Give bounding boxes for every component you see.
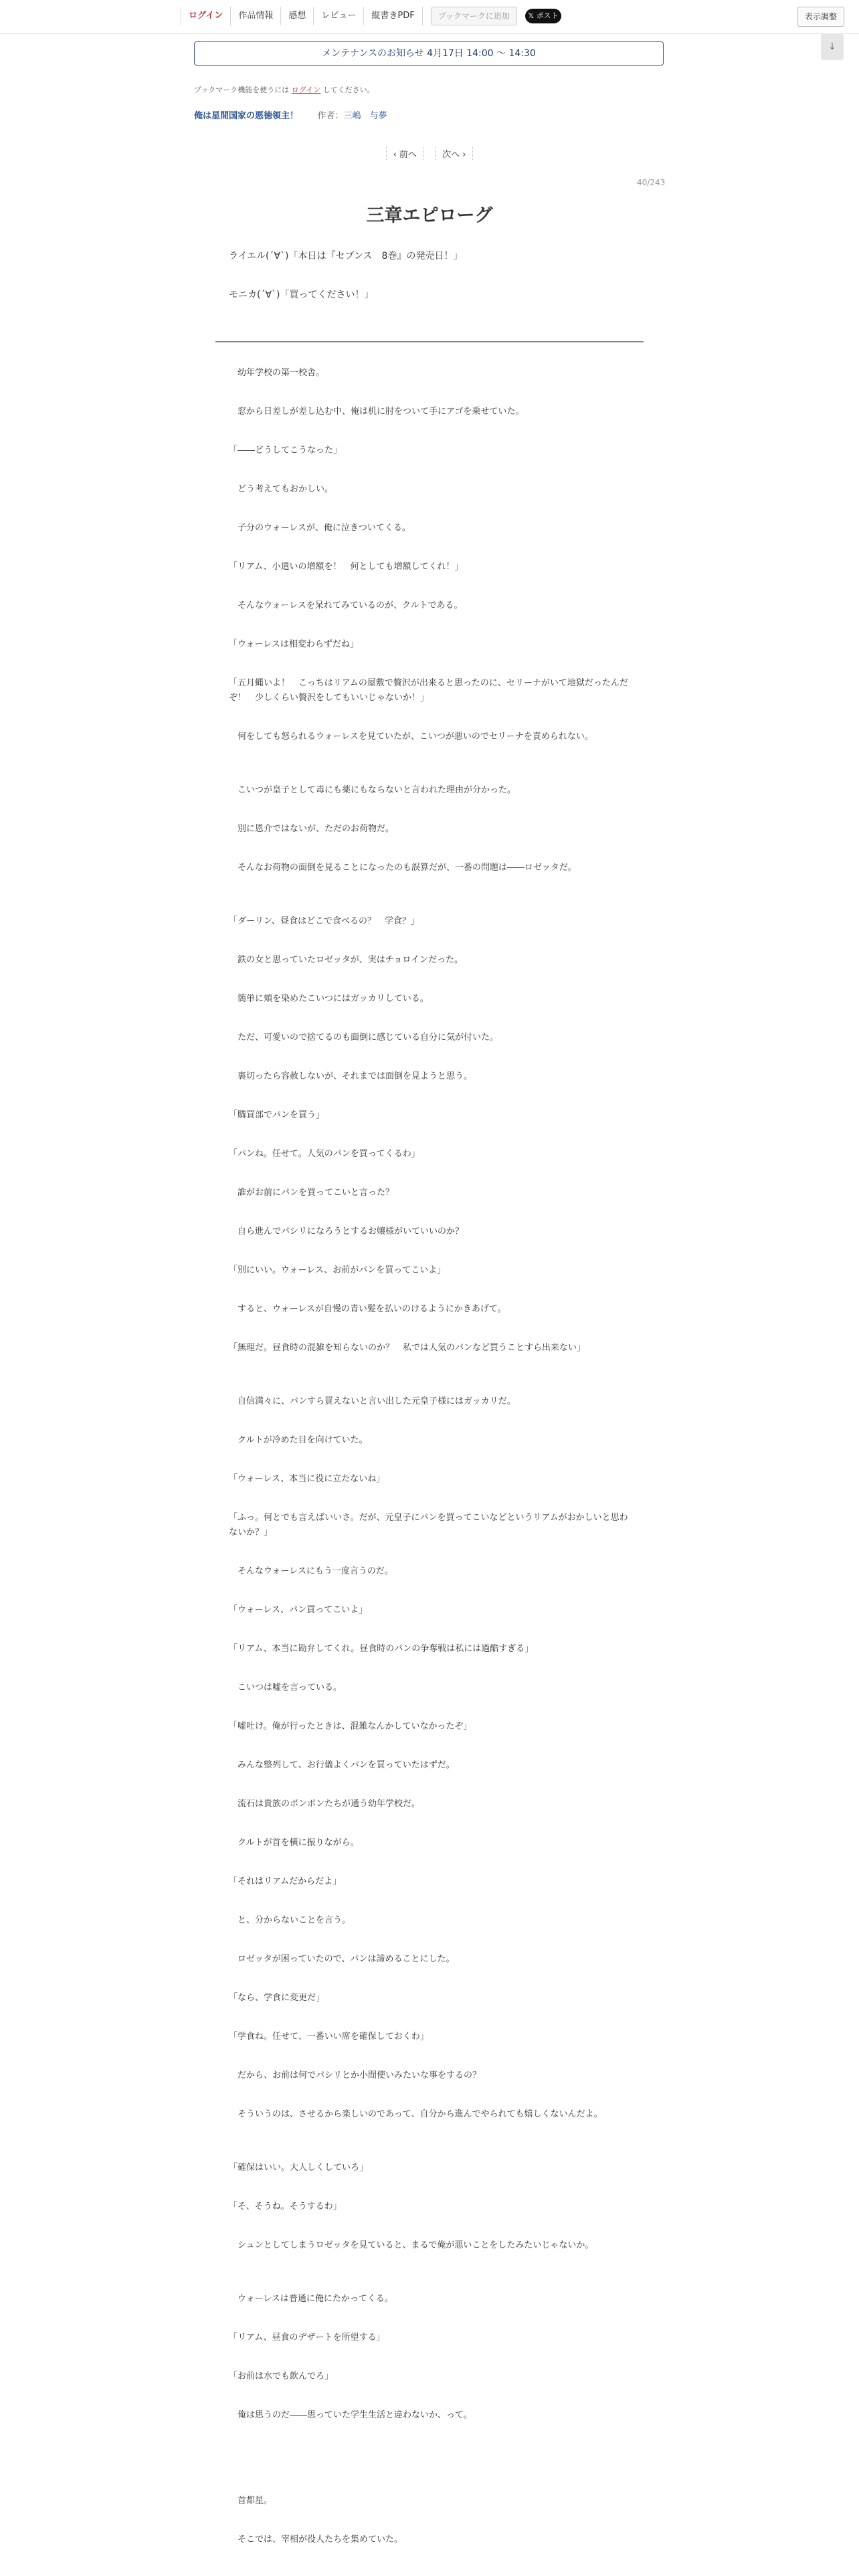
paragraph: そこでは、宰相が役人たちを集めていた。: [229, 2535, 403, 2545]
paragraph: 誰がお前にパンを買ってこいと言った？: [229, 1188, 395, 1198]
review-link[interactable]: レビュー: [313, 7, 363, 25]
author-link[interactable]: 三嶋 与夢: [343, 111, 387, 121]
paragraph: と、分からないことを言う。: [229, 1915, 351, 1925]
paragraph: 「無理だ。昼食時の混雑を知らないのか？ 私では人気のパンなど買うことすら出来ない」: [229, 1343, 586, 1353]
bookmark-note-login-link[interactable]: ログイン: [291, 86, 321, 94]
top-navigation-bar: [0, 0, 859, 34]
paragraph: 「お前は水でも飲んでろ」: [229, 2371, 334, 2381]
paragraph: 裏切ったら容赦しないが、それまでは面倒を見ようと思う。: [229, 1071, 473, 1081]
paragraph: 「ウォーレス、本当に役に立たないね」: [229, 1474, 385, 1484]
impressions-link[interactable]: 感想: [280, 7, 313, 25]
paragraph: ロゼッタが困っていたので、パンは諦めることにした。: [229, 1954, 455, 1964]
scroll-down-icon[interactable]: ↓: [821, 33, 844, 60]
next-page-link[interactable]: 次へ ›: [435, 147, 473, 160]
paragraph: クルトが首を横に振りながら。: [229, 1838, 359, 1848]
divider: [215, 341, 644, 342]
paragraph: 簡単に頬を染めたこいつにはガッカリしている。: [229, 994, 429, 1004]
maintenance-notice-link[interactable]: メンテナンスのお知らせ 4月17日 14:00 〜 14:30: [194, 41, 664, 66]
display-settings-button[interactable]: 表示調整: [797, 7, 844, 27]
paragraph: 鉄の女と思っていたロゼッタが、実はチョロインだった。: [229, 955, 463, 965]
bookmark-note-after: してください。: [322, 86, 375, 94]
paragraph: ウォーレスは普通に俺にたかってくる。: [229, 2294, 393, 2304]
paragraph: 窓から日差しが差し込む中、俺は机に肘をついて手にアゴを乗せていた。: [229, 407, 524, 417]
paragraph: 流石は貴族のボンボンたちが通う幼年学校だ。: [229, 1799, 421, 1809]
work-title-link[interactable]: 俺は星間国家の悪徳領主！: [194, 111, 299, 121]
work-breadcrumb: [194, 108, 387, 121]
paragraph: 「ダーリン、昼食はどこで食べるの？ 学食？」: [229, 916, 419, 926]
page-count: 40/243: [637, 178, 666, 187]
paragraph: ただ、可愛いので捨てるのも面倒に感じている自分に気が付いた。: [229, 1033, 499, 1043]
paragraph: 「――どうしてこうなった」: [229, 445, 343, 455]
bookmark-note: [194, 84, 375, 95]
paragraph: そんなお荷物の面倒を見ることになったのも誤算だが、一番の問題は――ロゼッタだ。: [229, 863, 577, 873]
paragraph: こいつは嘘を言っている。: [229, 1683, 343, 1693]
paragraph: そういうのは、させるから楽しいのであって、自分から進んでやられても嬉しくないんだよ。: [229, 2109, 603, 2119]
paragraph: 「それはリアムだからだよ」: [229, 1876, 342, 1887]
paragraph: シュンとしてしまうロゼッタを見ていると、まるで俺が悪いことをしたみたいじゃないか。: [229, 2240, 594, 2250]
preface-line: ライエル(´∀`)「本日は『セブンス 8巻』の発売日！」: [229, 251, 463, 261]
paragraph: 自信満々に、パンすら買えないと言い出した元皇子様にはガッカリだ。: [229, 1396, 516, 1406]
author-label: 作者：: [317, 111, 344, 121]
paragraph: みんな整列して、お行儀よくパンを買っていたはずだ。: [229, 1760, 455, 1770]
paragraph: 幼年学校の第一校舎。: [229, 368, 325, 378]
work-info-link[interactable]: 作品情報: [230, 7, 280, 25]
paragraph: 自ら進んでパシリになろうとするお嬢様がいていいのか？: [229, 1226, 464, 1237]
paragraph: 「そ、そうね。そうするわ」: [229, 2202, 342, 2212]
preface: [229, 249, 644, 326]
paragraph: 「リアム、昼食のデザートを所望する」: [229, 2333, 385, 2343]
vertical-pdf-link[interactable]: 縦書きPDF: [363, 7, 422, 25]
paragraph: 「ふっ。何とでも言えばいいさ。だが、元皇子にパンを買ってこいなどというリアムがおかしいと思わないか？」: [229, 1513, 628, 1537]
nav-group: [181, 7, 561, 25]
preface-line: モニカ(´∀`)「買ってください！」: [229, 290, 374, 300]
paragraph: 子分のウォーレスが、俺に泣きついてくる。: [229, 523, 411, 533]
x-post-button[interactable]: 𝕏 ポスト: [525, 9, 561, 23]
paragraph: 「ウォーレス、パン買ってこいよ」: [229, 1605, 368, 1615]
paragraph: 「学食ね。任せて、一番いい席を確保しておくわ」: [229, 2032, 429, 2042]
paragraph: そんなウォーレスにもう一度言うのだ。: [229, 1566, 393, 1576]
paragraph: 「嘘吐け。俺が行ったときは、混雑なんかしていなかったぞ」: [229, 1721, 472, 1731]
paragraph: 何をしても怒られるウォーレスを見ていたが、こいつが悪いのでセリーナを責められない。: [229, 732, 593, 742]
paragraph: 「ウォーレスは相変わらずだね」: [229, 639, 359, 649]
paragraph: 別に恩介ではないが、ただのお荷物だ。: [229, 824, 395, 834]
paragraph: すると、ウォーレスが自慢の青い髪を払いのけるようにかきあげて。: [229, 1304, 506, 1314]
chapter-body: [229, 366, 630, 2571]
paragraph: 「確保はいい。大人しくしていろ」: [229, 2163, 369, 2173]
pager: [0, 147, 859, 160]
add-bookmark-button[interactable]: ブックマークに追加: [431, 7, 517, 25]
paragraph: 「リアム、小遣いの増額を！ 何としても増額してくれ！」: [229, 562, 464, 572]
paragraph: 「購買部でパンを買う」: [229, 1110, 325, 1120]
paragraph: 「リアム、本当に勘弁してくれ。昼食時のパンの争奪戦は私には過酷すぎる」: [229, 1644, 534, 1654]
paragraph: そんなウォーレスを呆れてみているのが、クルトである。: [229, 601, 463, 611]
login-link[interactable]: ログイン: [181, 7, 230, 25]
paragraph: 「五月蝿いよ！ こっちはリアムの屋敷で贅沢が出来ると思ったのに、セリーナがいて地獄だったんだぞ！ 少しくらい贅沢をしてもいいじゃないか！」: [229, 678, 628, 703]
paragraph: 「なら、学食に変更だ」: [229, 1993, 325, 2003]
paragraph: こいつが皇子として毒にも薬にもならないと言われた理由が分かった。: [229, 785, 516, 795]
paragraph: 「別にいい。ウォーレス、お前がパンを買ってこいよ」: [229, 1265, 446, 1275]
bookmark-note-before: ブックマーク機能を使うには: [194, 86, 290, 94]
paragraph: 首都星。: [229, 2496, 273, 2506]
paragraph: どう考えてもおかしい。: [229, 484, 334, 494]
paragraph: 「パンね。任せて。人気のパンを買ってくるわ」: [229, 1149, 420, 1159]
prev-page-link[interactable]: ‹ 前へ: [386, 147, 424, 160]
paragraph: 俺は思うのだ――思っていた学生生活と違わないか、って。: [229, 2410, 472, 2420]
paragraph: クルトが冷めた目を向けていた。: [229, 1435, 368, 1445]
chapter-title: 三章エピローグ: [366, 205, 493, 226]
paragraph: だから、お前は何でパシリとか小間使いみたいな事をするの？: [229, 2070, 482, 2080]
